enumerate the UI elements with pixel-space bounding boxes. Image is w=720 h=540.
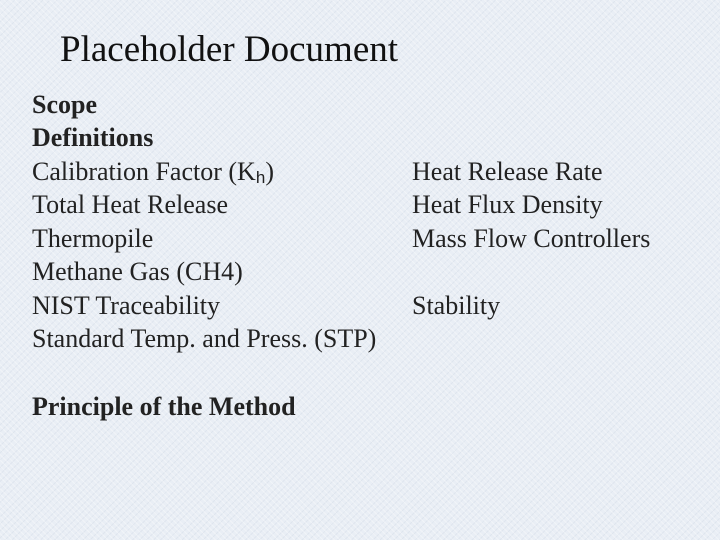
definition-heat-release-rate: Heat Release Rate: [412, 157, 603, 186]
heading-scope: Scope: [32, 90, 97, 119]
definition-mass-flow-controllers: Mass Flow Controllers: [412, 224, 651, 253]
definition-nist-traceability: NIST Traceability: [32, 291, 221, 320]
definition-total-heat-release: Total Heat Release: [32, 190, 228, 219]
definition-standard-temp-press: Standard Temp. and Press. (STP): [32, 324, 377, 353]
calibration-factor-subscript: h: [255, 168, 266, 187]
heading-definitions: Definitions: [32, 123, 154, 152]
definition-thermopile: Thermopile: [32, 224, 154, 253]
definition-methane-gas: Methane Gas (CH4): [32, 257, 243, 286]
calibration-factor-prefix: Calibration Factor (K: [32, 157, 256, 186]
definition-stability: Stability: [412, 291, 501, 320]
heading-principle-of-method: Principle of the Method: [32, 392, 296, 421]
definition-heat-flux-density: Heat Flux Density: [412, 190, 603, 219]
slide-title: Placeholder Document: [60, 29, 399, 70]
calibration-factor-suffix: ): [265, 157, 274, 186]
